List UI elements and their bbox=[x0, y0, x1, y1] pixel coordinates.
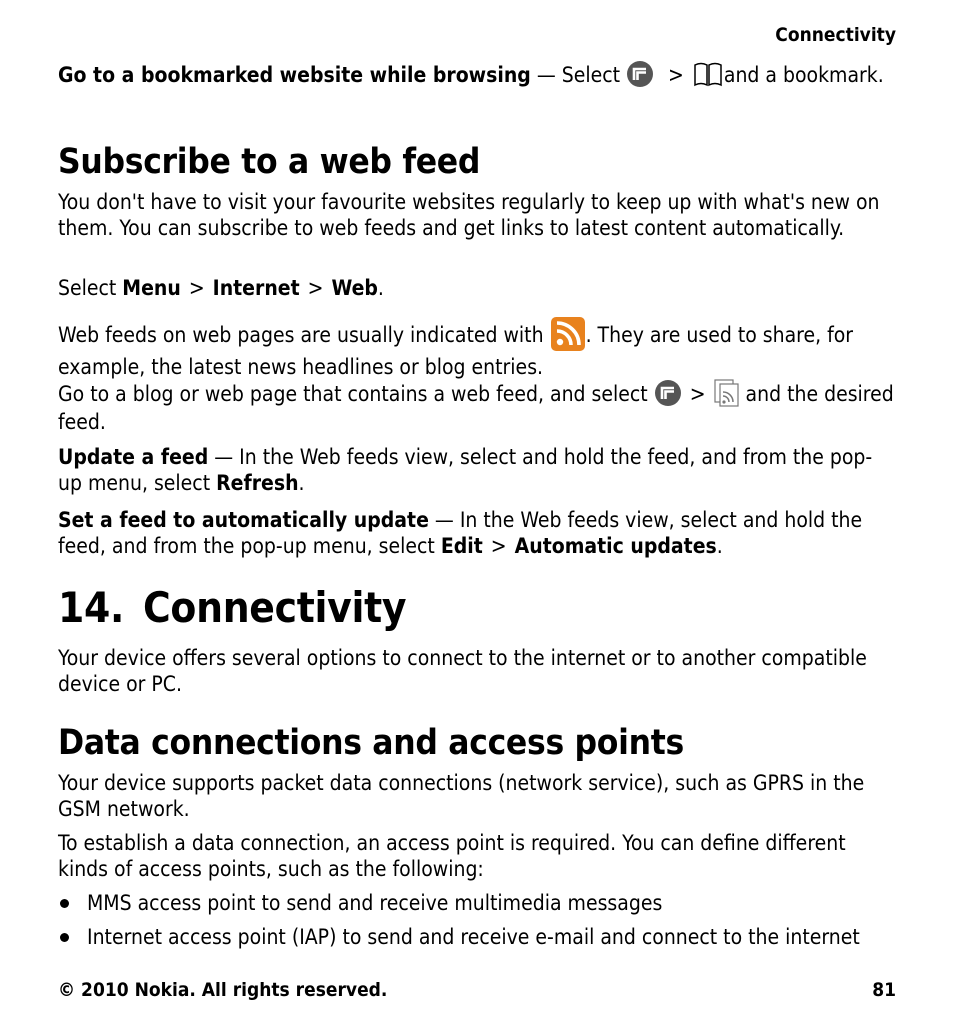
list-item: MMS access point to send and receive multimedia messages bbox=[58, 890, 896, 924]
section-heading-web-feed: Subscribe to a web feed bbox=[58, 142, 481, 182]
auto-update-label: Set a feed to automatically update bbox=[58, 508, 429, 532]
web-feed-intro: You don't have to visit your favourite websites regularly to keep up with what's new on them. You can subscribe to web feeds and get links to latest content automatically. bbox=[58, 190, 880, 240]
options-icon bbox=[654, 379, 682, 407]
chapter-number: 14. bbox=[58, 583, 125, 632]
bullet-icon bbox=[60, 899, 69, 908]
data-connections-para-1: Your device supports packet data connections (network service), such as GPRS in the GSM network. bbox=[58, 771, 865, 821]
feed-indicator-text: Web feeds on web pages are usually indicated with . They are used to share, for example, the latest news headlines or blog entries. bbox=[58, 318, 896, 380]
bookmark-tip-label: Go to a bookmarked website while browsing bbox=[58, 63, 531, 87]
options-icon bbox=[626, 60, 654, 88]
goto-feed-text: Go to a blog or web page that contains a web feed, and select > and the desired feed. bbox=[58, 381, 896, 435]
update-feed-tip: Update a feed — In the Web feeds view, select and hold the feed, and from the pop-up menu, select Refresh. bbox=[58, 445, 873, 495]
menu-item: Web bbox=[331, 276, 378, 300]
running-header: Connectivity bbox=[775, 24, 896, 46]
chapter-title: 14. Connectivity bbox=[58, 583, 407, 632]
bookmarks-book-icon bbox=[692, 61, 724, 87]
update-feed-label: Update a feed bbox=[58, 445, 209, 469]
list-item: Internet access point (IAP) to send and receive e-mail and connect to the internet bbox=[58, 924, 896, 958]
access-point-list bbox=[58, 890, 896, 958]
menu-path: Select Menu > Internet > Web. bbox=[58, 276, 384, 300]
bookmark-tip: Go to a bookmarked website while browsing — Select > and a bookmark. bbox=[58, 62, 896, 90]
rss-feed-icon bbox=[550, 316, 586, 352]
section-heading-data-connections: Data connections and access points bbox=[58, 723, 684, 763]
page-number: 81 bbox=[872, 979, 896, 1001]
bullet-icon bbox=[60, 933, 69, 942]
data-connections-para-2: To establish a data connection, an access point is required. You can define different kinds of access points, such as the following: bbox=[58, 831, 846, 881]
web-feeds-icon bbox=[714, 379, 740, 407]
manual-page bbox=[58, 0, 896, 1036]
chapter-intro: Your device offers several options to connect to the internet or to another compatible device or PC. bbox=[58, 646, 867, 696]
auto-update-tip: Set a feed to automatically update — In the Web feeds view, select and hold the feed, and from the pop-up menu, select Edit > Automatic updates. bbox=[58, 508, 863, 558]
footer-copyright: © 2010 Nokia. All rights reserved. bbox=[58, 979, 388, 1001]
menu-item: Menu bbox=[122, 276, 181, 300]
menu-item: Internet bbox=[212, 276, 300, 300]
